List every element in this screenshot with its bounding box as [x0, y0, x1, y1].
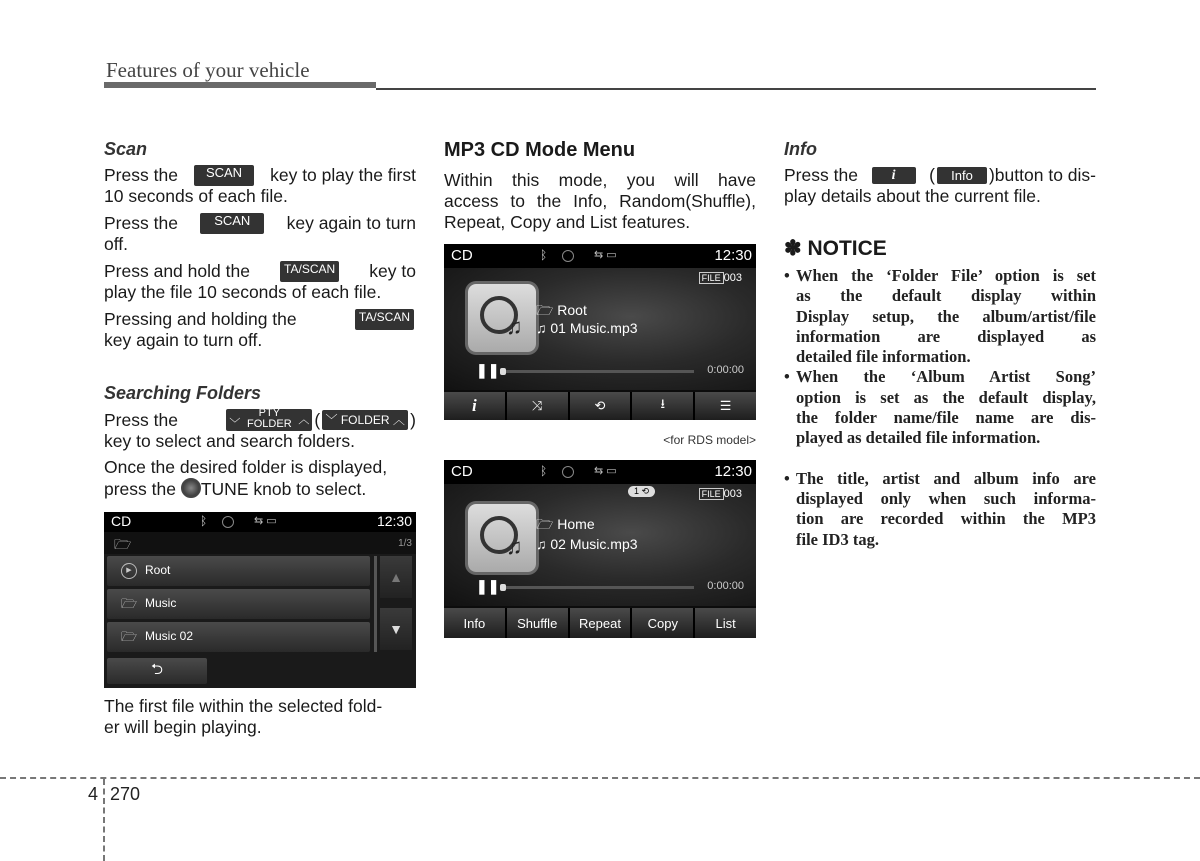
- usb-icon: ⇆ ▭: [594, 465, 617, 477]
- searching-folders-heading: Searching Folders: [104, 383, 262, 403]
- scroll-down-button[interactable]: [380, 608, 412, 650]
- cd-screen-text-buttons: CD ᛒ ⇆ ▭ 12:30 1 ⟲ FILE 003 ♫ 🗁 Home ♫ 02 Music.mp3 ❚❚ 0:00:00 Info Shuffle Repeat Copy List: [444, 460, 756, 638]
- cd-icon-buttons: [444, 392, 756, 420]
- chevron-up-icon: ︿: [298, 414, 310, 426]
- notice-item: • When the ‘Album Artist Song’ option is set as the default display, the folder name/file name are dis- played as detailed file information.: [784, 367, 1096, 448]
- notice-item: • The title, artist and album info are displayed only when such informa- tion are recorded within the MP3 file ID3 tag.: [784, 468, 1096, 549]
- scan-paragraph-4: Pressing and holding the TA/SCAN key again to turn off.: [104, 309, 416, 351]
- scan-paragraph-2: Press the SCAN key again to turn off.: [104, 213, 416, 254]
- folder-list-item[interactable]: 🗁 Music 02: [107, 622, 370, 652]
- info-button[interactable]: [444, 392, 505, 420]
- footer-rule: [0, 777, 1200, 779]
- header-bar: [104, 82, 376, 88]
- folder-browser-screen: CD ᛒ ⇆ ▭ 12:30 🗁 1/3 ▶ Root 🗁 Music 🗁 Music 02 ▲ ▼ ⮌: [104, 512, 416, 688]
- scroll-up-button[interactable]: [380, 556, 412, 598]
- notice-heading: ✽ NOTICE: [784, 237, 887, 260]
- scan-heading: Scan: [104, 139, 148, 159]
- triangle-up-icon: ▲: [389, 569, 403, 585]
- play-icon: ▶: [121, 563, 137, 579]
- repeat-button[interactable]: [570, 392, 631, 420]
- folder-key: ﹀ FOLDER ︿: [322, 410, 408, 430]
- notice-star-icon: ✽: [784, 237, 802, 260]
- track-label: ♫ 02 Music.mp3: [536, 536, 638, 552]
- scrollbar[interactable]: [374, 556, 377, 652]
- tune-knob-icon: [181, 478, 201, 498]
- shuffle-button[interactable]: [507, 392, 568, 420]
- folder-list-item[interactable]: ▶ Root: [107, 556, 370, 586]
- disc-icon: [562, 250, 574, 262]
- info-button-key: Info: [937, 167, 987, 184]
- pause-icon[interactable]: ❚❚: [476, 362, 500, 378]
- shuffle-button[interactable]: Shuffle: [507, 608, 568, 638]
- progress-bar[interactable]: [500, 370, 694, 373]
- copy-button[interactable]: [632, 392, 693, 420]
- copy-icon: ⭳: [660, 396, 666, 411]
- page-number: 270: [110, 784, 141, 804]
- cd-album-art-icon: ♫: [468, 284, 536, 352]
- mode-menu-intro: Within this mode, you will have access to the Info, Random(Shuffle), Repeat, Copy and List features.: [444, 170, 756, 232]
- shuffle-icon: ⤨: [531, 398, 543, 413]
- cd-album-art-icon: ♫: [468, 504, 536, 572]
- cd-text-buttons: [444, 608, 756, 638]
- scan-paragraph-1: Press the SCAN key to play the first 10 seconds of each file.: [104, 165, 416, 206]
- folder-open-icon: 🗁: [114, 536, 132, 552]
- folder-icon: 🗁: [121, 596, 138, 611]
- list-icon: ☰: [719, 398, 732, 413]
- running-header: Features of your vehicle: [106, 58, 310, 82]
- bluetooth-icon: ᛒ: [540, 464, 548, 478]
- scan-key: SCAN: [200, 213, 264, 234]
- after-select-paragraph: The first file within the selected fold- er will begin playing.: [104, 696, 383, 737]
- bluetooth-icon: ᛒ: [200, 514, 208, 528]
- disc-icon: [222, 516, 234, 528]
- rds-model-caption: <for RDS model>: [663, 433, 756, 447]
- progress-bar[interactable]: [500, 586, 694, 589]
- back-arrow-icon: ⮌: [150, 660, 163, 678]
- info-heading: Info: [784, 139, 817, 159]
- triangle-down-icon: ▼: [389, 621, 403, 637]
- track-label: ♫ 01 Music.mp3: [536, 320, 638, 336]
- folder-label: 🗁 Root: [536, 302, 587, 318]
- mp3-cd-mode-menu-heading: MP3 CD Mode Menu: [444, 139, 636, 161]
- repeat-one-badge: 1 ⟲: [628, 486, 655, 497]
- repeat-icon: ⟲: [594, 398, 606, 413]
- bluetooth-icon: ᛒ: [540, 248, 548, 262]
- info-button[interactable]: Info: [444, 608, 505, 638]
- chevron-down-icon: ﹀: [229, 418, 241, 430]
- info-key: i: [872, 167, 916, 184]
- cd-screen-rds: CD ᛒ ⇆ ▭ 12:30 FILE 003 ♫ 🗁 Root ♫ 01 Music.mp3 ❚❚ 0:00:00 i ⤨ ⟲ ⭳ ☰: [444, 244, 756, 420]
- disc-icon: [562, 466, 574, 478]
- usb-icon: ⇆ ▭: [254, 515, 277, 527]
- scan-paragraph-3: Press and hold the TA/SCAN key to play the file 10 seconds of each file.: [104, 261, 416, 302]
- info-paragraph: Press the i ( Info )button to dis- play details about the current file.: [784, 165, 1096, 206]
- tascan-key: TA/SCAN: [280, 261, 339, 282]
- folder-label: 🗁 Home: [536, 516, 595, 532]
- chapter-number: 4: [88, 784, 99, 804]
- search-paragraph-1: Press the ﹀ PTY FOLDER ︿ ( ﹀ FOLDER ︿ ) key to select and search folders.: [104, 407, 416, 451]
- pause-icon[interactable]: ❚❚: [476, 578, 500, 594]
- tascan-key: TA/SCAN: [355, 309, 414, 330]
- info-icon: i: [472, 396, 477, 415]
- music-note-icon: ♫: [536, 536, 547, 552]
- back-button[interactable]: [107, 658, 207, 684]
- list-button[interactable]: List: [695, 608, 756, 638]
- folder-open-icon: 🗁: [536, 302, 554, 318]
- list-button[interactable]: [695, 392, 756, 420]
- music-note-icon: ♫: [536, 320, 547, 336]
- search-paragraph-2: Once the desired folder is displayed, press the TUNE knob to select.: [104, 457, 388, 499]
- folder-list-item[interactable]: 🗁 Music: [107, 589, 370, 619]
- folder-open-icon: 🗁: [536, 516, 554, 532]
- notice-item: • When the ‘Folder File’ option is set as the default display within Display setup, the album/artist/file information are displayed as detailed file information.: [784, 266, 1096, 367]
- copy-button[interactable]: Copy: [632, 608, 693, 638]
- repeat-button[interactable]: Repeat: [570, 608, 631, 638]
- usb-icon: ⇆ ▭: [594, 249, 617, 261]
- scan-key: SCAN: [194, 165, 254, 186]
- pty-folder-key: ﹀ PTY FOLDER ︿: [226, 409, 312, 431]
- footer-divider: [103, 779, 105, 861]
- notice-list: [784, 266, 1096, 550]
- folder-icon: 🗁: [121, 629, 138, 644]
- header-rule: [376, 88, 1096, 90]
